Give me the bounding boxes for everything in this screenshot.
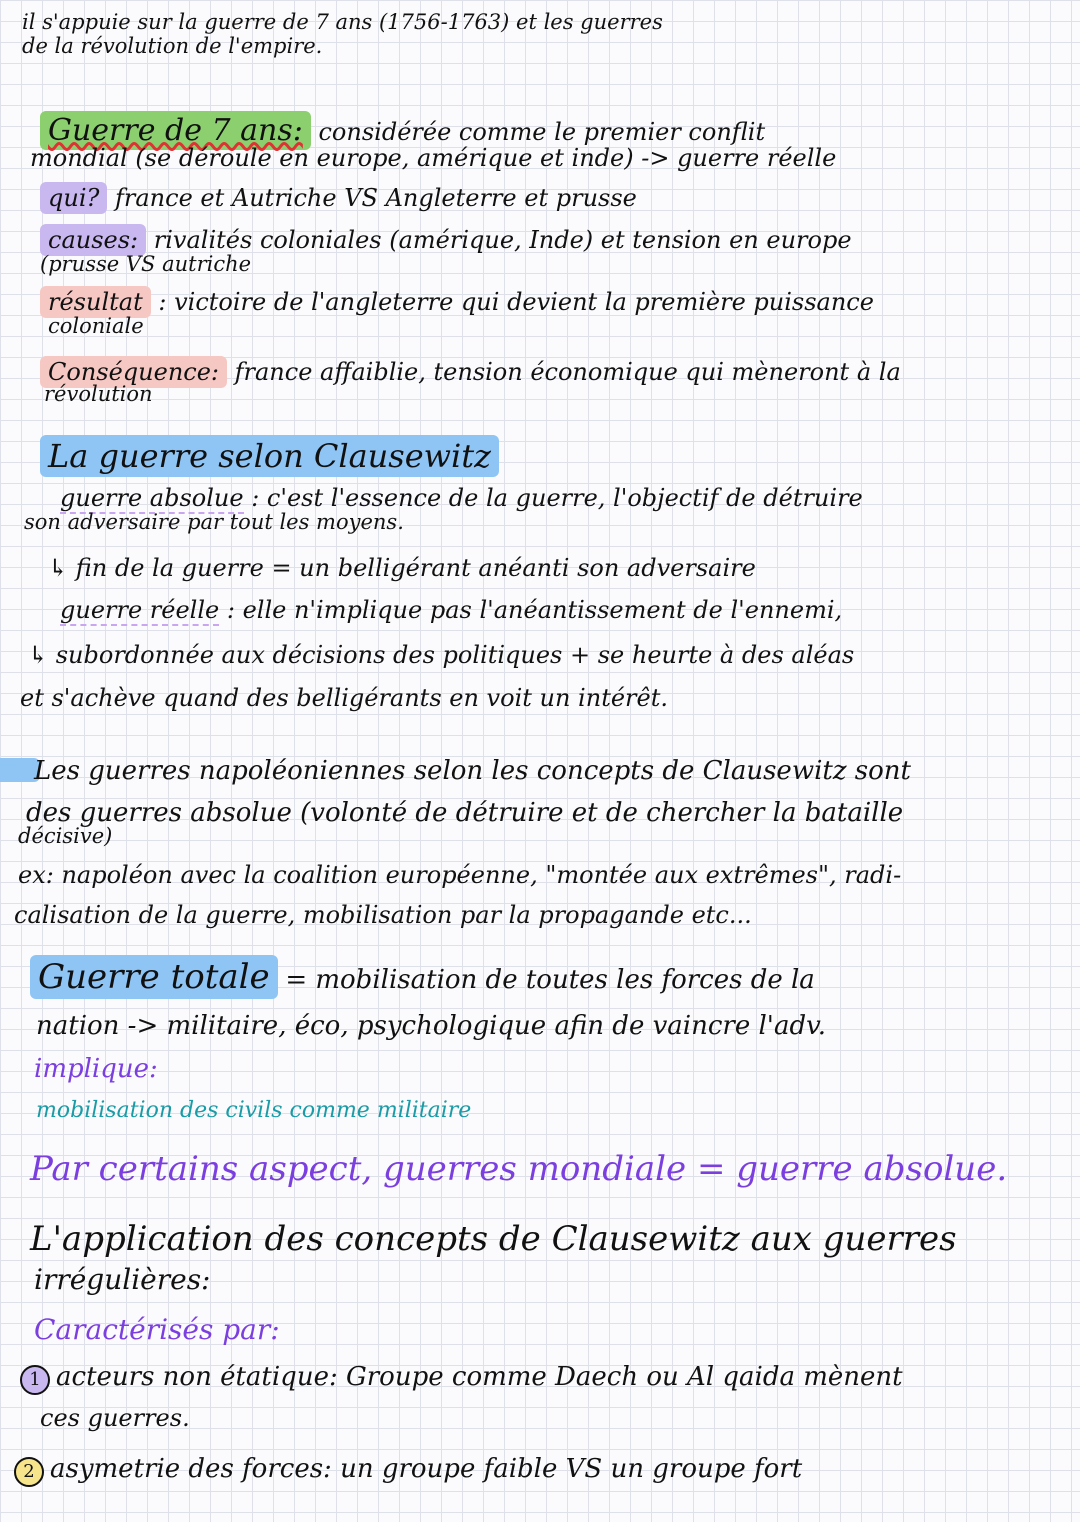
label-qui: qui?: [40, 182, 107, 214]
section-title-seven-years: Guerre de 7 ans:: [40, 111, 311, 150]
text: Par certains aspect, guerres mondiale = guerre absolue.: [30, 1149, 1008, 1189]
text: ces guerres.: [40, 1404, 190, 1432]
section-title-irregulieres: irrégulières:: [34, 1263, 211, 1296]
text: nation -> militaire, éco, psychologique afin de vaincre l'adv.: [36, 1011, 826, 1041]
text: décisive): [18, 824, 113, 848]
number-badge: 1: [20, 1365, 50, 1395]
section-title-clausewitz: La guerre selon Clausewitz: [40, 435, 499, 477]
text: : victoire de l'angleterre qui devient la première puissance: [158, 288, 874, 316]
intro-line: il s'appuie sur la guerre de 7 ans (1756-1763) et les guerres: [22, 10, 663, 34]
text: france affaiblie, tension économique qui mèneront à la: [234, 358, 901, 386]
text: ex: napoléon avec la coalition européenne, "montée aux extrêmes", radi-: [18, 861, 902, 889]
number-badge: 2: [14, 1457, 44, 1487]
text: mondial (se déroule en europe, amérique et inde) -> guerre réelle: [30, 144, 837, 172]
text: Les guerres napoléoniennes selon les concepts de Clausewitz sont: [34, 756, 911, 786]
section-title-guerre-totale: Guerre totale: [30, 955, 278, 999]
label-guerre-absolue: guerre absolue: [60, 484, 244, 512]
text: mobilisation des civils comme militaire: [36, 1098, 472, 1123]
text: ↳ subordonnée aux décisions des politiques + se heurte à des aléas: [28, 641, 855, 669]
text: son adversaire par tout les moyens.: [24, 510, 404, 534]
label-guerre-reelle: guerre réelle: [60, 596, 220, 624]
section-title-irregulieres: L'application des concepts de Clausewitz aux guerres: [30, 1219, 957, 1259]
text: rivalités coloniales (amérique, Inde) et tension en europe: [153, 226, 852, 254]
text: révolution: [44, 382, 153, 406]
text: considérée comme le premier conflit: [318, 118, 766, 146]
text: : elle n'implique pas l'anéantissement de l'ennemi,: [226, 596, 843, 624]
text: calisation de la guerre, mobilisation par la propagande etc...: [14, 901, 752, 929]
text: : c'est l'essence de la guerre, l'objectif de détruire: [251, 484, 863, 512]
label-consequence: Conséquence:: [40, 356, 227, 388]
intro-line: de la révolution de l'empire.: [22, 34, 323, 58]
text: et s'achève quand des belligérants en voit un intérêt.: [20, 684, 668, 712]
text: asymetrie des forces: un groupe faible VS un groupe fort: [50, 1454, 803, 1484]
text: Caractérisés par:: [34, 1313, 280, 1346]
text: (prusse VS autriche: [40, 252, 252, 276]
text: implique:: [34, 1054, 158, 1084]
text: ↳ fin de la guerre = un belligérant anéanti son adversaire: [48, 554, 756, 582]
text: coloniale: [48, 314, 144, 338]
text: = mobilisation de toutes les forces de la: [285, 965, 815, 995]
label-resultat: résultat: [40, 286, 151, 318]
label-causes: causes:: [40, 224, 146, 256]
text: france et Autriche VS Angleterre et prusse: [115, 184, 637, 212]
text: des guerres absolue (volonté de détruire et de chercher la bataille: [26, 798, 904, 828]
text: acteurs non étatique: Groupe comme Daech ou Al qaida mènent: [56, 1362, 903, 1392]
